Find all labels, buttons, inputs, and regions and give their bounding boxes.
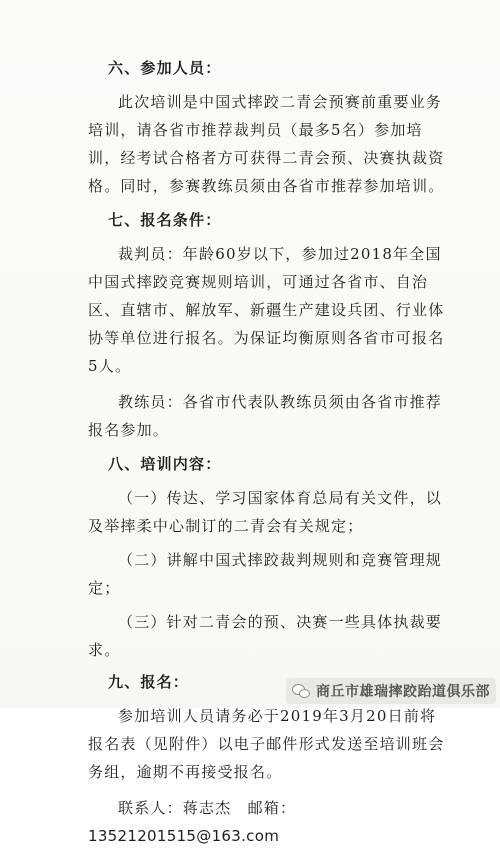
contact-label: 联系人：蒋志杰 邮箱： xyxy=(118,799,297,817)
watermark xyxy=(286,678,496,704)
contact-email: 13521201515@163.com xyxy=(88,827,280,845)
wechat-icon xyxy=(292,684,310,698)
section-8-item-1: （一）传达、学习国家体育总局有关文件，以及举摔柔中心制订的二青会有关规定； xyxy=(88,489,443,535)
section-9-heading: 九、报名： xyxy=(108,673,190,691)
document-content xyxy=(88,56,448,858)
section-6-heading: 六、参加人员： xyxy=(108,59,222,77)
section-9-contact xyxy=(88,794,448,850)
section-7-heading: 七、报名条件： xyxy=(108,211,222,229)
section-6-body: 此次培训是中国式摔跤二青会预赛前重要业务培训，请各省市推荐裁判员（最多5名）参加培训，经考试合格者方可获得二青会预、决赛执裁资格。同时，参赛教练员须由各省市推荐参加培训。 xyxy=(88,93,445,195)
section-9-body: 参加培训人员请务必于2019年3月20日前将报名表（见附件）以电子邮件形式发送至培训班会务组，逾期不再接受报名。 xyxy=(88,707,445,781)
section-8-heading: 八、培训内容： xyxy=(108,455,222,473)
section-7-referee: 裁判员：年龄60岁以下，参加过2018年全国中国式摔跤竞赛规则培训，可通过各省市、自治区、直辖市、解放军、新疆生产建设兵团、行业体协等单位进行报名。为保证均衡原则各省市可报名5人。 xyxy=(88,245,445,375)
section-7-coach: 教练员：各省市代表队教练员须由各省市推荐报名参加。 xyxy=(88,393,443,439)
section-8-item-2: （二）讲解中国式摔跤裁判规则和竞赛管理规定； xyxy=(88,551,443,597)
section-8-item-3: （三）针对二青会的预、决赛一些具体执裁要求。 xyxy=(88,613,443,659)
watermark-text: 商丘市雄瑞摔跤跆道俱乐部 xyxy=(316,684,490,700)
